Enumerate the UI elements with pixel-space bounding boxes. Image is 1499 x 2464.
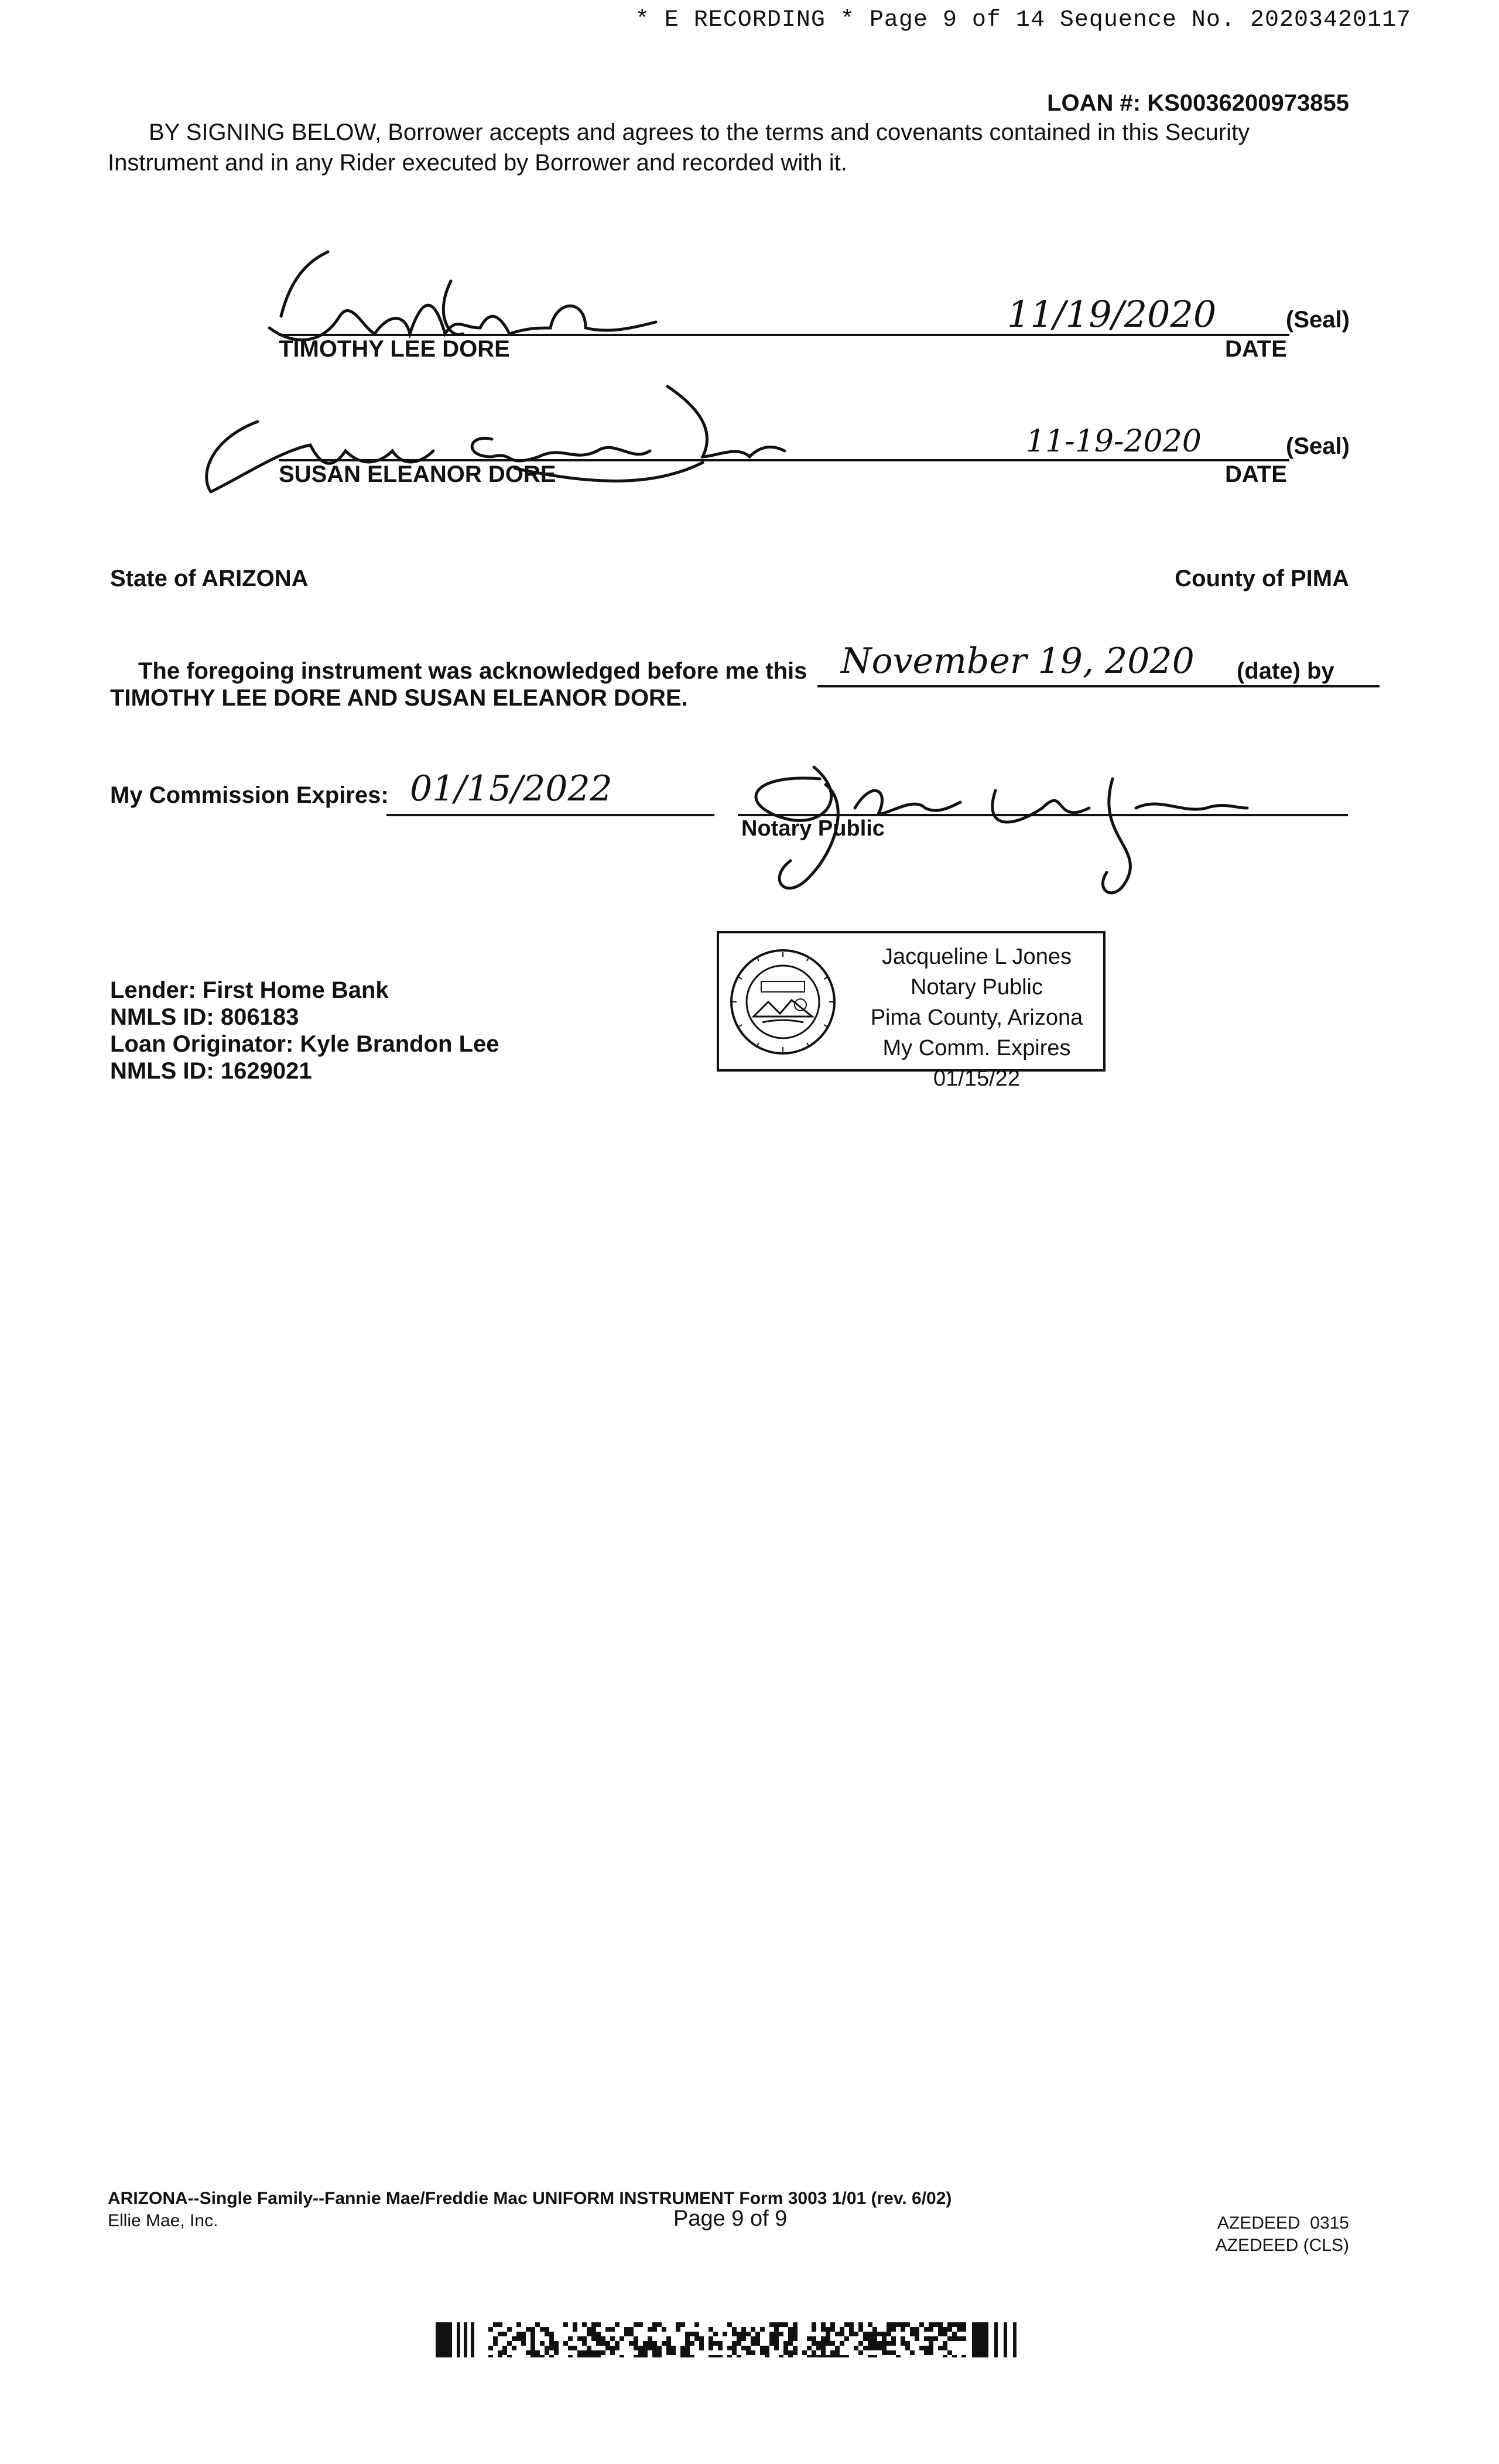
lender-line-2: NMLS ID: 806183 xyxy=(110,1004,299,1030)
ack-prefix: The foregoing instrument was acknowledged before me this xyxy=(138,658,807,684)
recording-header: * E RECORDING * Page 9 of 14 Sequence No. 20203420117 xyxy=(635,7,1411,33)
stamp-line-1: Jacqueline L Jones xyxy=(882,944,1072,969)
handwritten-date-2: 11-19-2020 xyxy=(1026,424,1202,459)
stamp-text xyxy=(860,942,1094,1094)
footer-code-1: AZEDEED 0315 xyxy=(1217,2213,1349,2233)
notary-stamp xyxy=(717,931,1106,1091)
stamp-line-3: Pima County, Arizona xyxy=(870,1005,1083,1030)
notary-public-label: Notary Public xyxy=(741,816,885,841)
ack-handwritten-date: November 19, 2020 xyxy=(841,641,1195,682)
signature-block-1 xyxy=(0,234,1499,375)
seal-1: (Seal) xyxy=(1286,307,1350,333)
date-label-1: DATE xyxy=(1225,336,1287,362)
signature-block-2 xyxy=(0,375,1499,515)
seal-2: (Seal) xyxy=(1286,433,1350,459)
footer-page-number: Page 9 of 9 xyxy=(673,2206,788,2231)
lender-line-3: Loan Originator: Kyle Brandon Lee xyxy=(110,1031,499,1057)
commission-label: My Commission Expires: xyxy=(110,782,389,808)
footer-form-title: ARIZONA--Single Family--Fannie Mae/Freddie Mac UNIFORM INSTRUMENT Form 3003 1/01 (rev. 6/02) xyxy=(108,2189,952,2208)
footer-company: Ellie Mae, Inc. xyxy=(108,2211,218,2230)
lender-line-1: Lender: First Home Bank xyxy=(110,977,389,1003)
intro-paragraph xyxy=(108,117,1349,178)
state-label: State of ARIZONA xyxy=(110,566,309,591)
ack-second-line: TIMOTHY LEE DORE AND SUSAN ELEANOR DORE. xyxy=(110,685,688,711)
commission-line xyxy=(386,814,714,816)
state-seal-icon xyxy=(727,946,839,1058)
signer-name-2: SUSAN ELEANOR DORE xyxy=(279,461,556,487)
footer-right xyxy=(1216,2212,1349,2257)
lender-line-4: NMLS ID: 1629021 xyxy=(110,1058,312,1084)
ack-date-line xyxy=(817,685,1380,687)
signer-name-1: TIMOTHY LEE DORE xyxy=(279,336,510,362)
date-label-2: DATE xyxy=(1225,461,1287,487)
county-label: County of PIMA xyxy=(1175,566,1349,591)
stamp-line-2: Notary Public xyxy=(911,975,1043,1000)
footer-code-2: AZEDEED (CLS) xyxy=(1215,2236,1349,2255)
loan-number: LOAN #: KS0036200973855 xyxy=(1047,90,1349,116)
barcode-image xyxy=(436,2322,1024,2357)
stamp-line-4: My Comm. Expires 01/15/22 xyxy=(882,1036,1071,1091)
handwritten-date-1: 11/19/2020 xyxy=(1007,293,1217,336)
footer-left xyxy=(108,2188,952,2232)
intro-text: BY SIGNING BELOW, Borrower accepts and agrees to the terms and covenants contained in this Security Instrument and in any Rider executed by Borrower and recorded with it. xyxy=(108,119,1250,176)
ack-suffix: (date) by xyxy=(1237,658,1334,684)
commission-handwritten-date: 01/15/2022 xyxy=(410,768,612,809)
lender-info xyxy=(110,977,499,1084)
